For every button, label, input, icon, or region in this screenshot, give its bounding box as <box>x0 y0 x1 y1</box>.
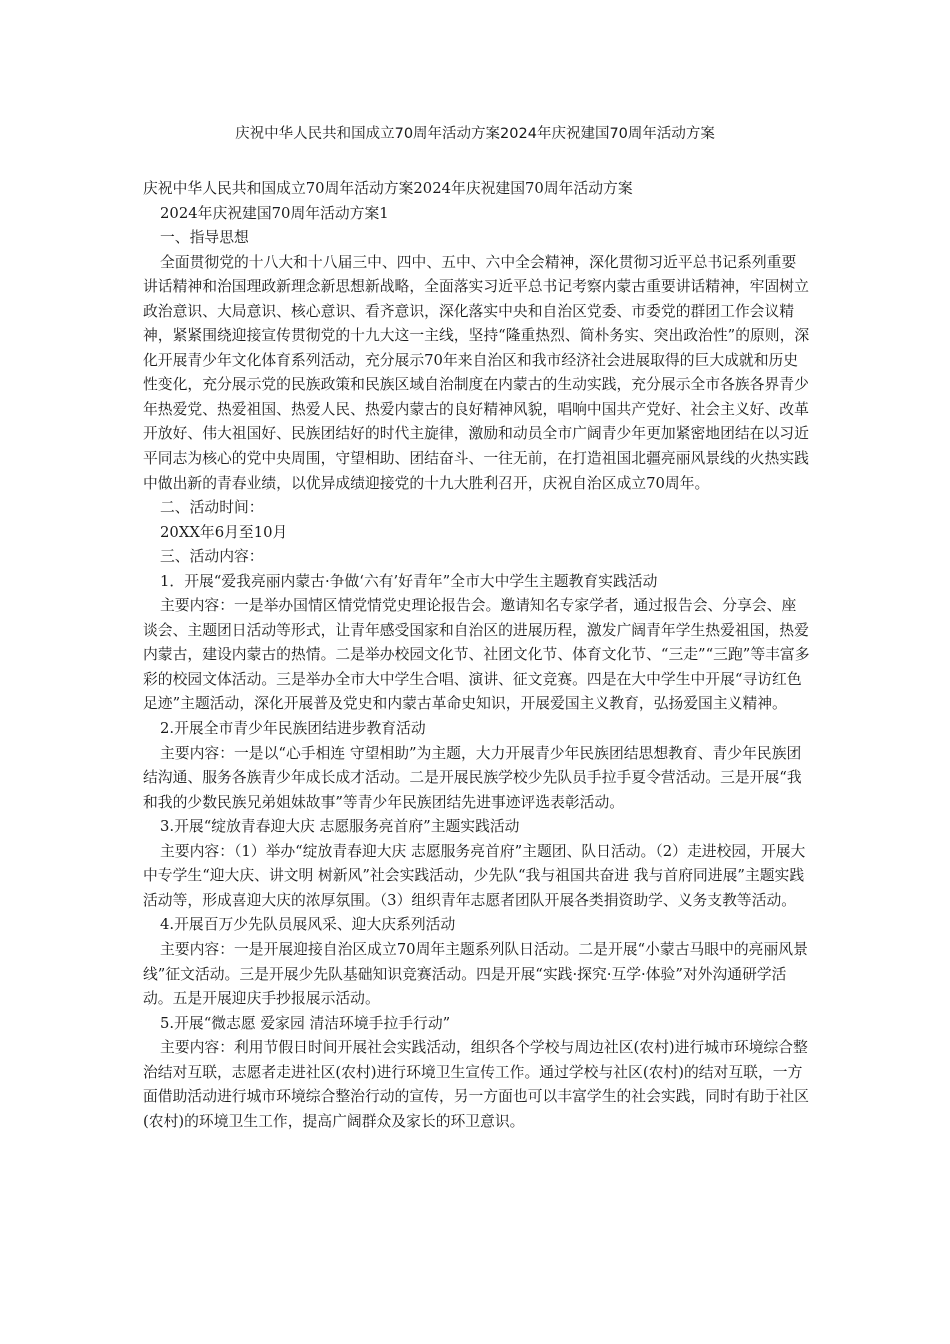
document-title: 庆祝中华人民共和国成立70周年活动方案2024年庆祝建国70周年活动方案 <box>235 126 715 142</box>
subtitle-line: 庆祝中华人民共和国成立70周年活动方案2024年庆祝建国70周年活动方案 <box>143 180 633 197</box>
activity-2-heading: 2.开展全市青少年民族团结进步教育活动 <box>160 720 426 738</box>
section-heading-guiding-thought: 一、指导思想 <box>160 229 249 247</box>
activity-1-paragraph: 主要内容：一是举办国情区情党情党史理论报告会。邀请知名专家学者，通过报告会、分享会、座谈会、主题团日活动等形式，让青年感受国家和自治区的进展历程，激发广阔青年学生热爱祖国，热爱内蒙古，建设内蒙古的热情。二是举办校园文化节、社团文化节、体育文化节、“三走”“三跑”等丰富多彩的校园文体活动。三是举办全市大中学生合唱、演讲、征文竞赛。四是在大中学生中开展“寻访红色足迹”主题活动，深化开展普及党史和内蒙古革命史知识，开展爱国主义教育，弘扬爱国主义精神。 <box>143 597 810 713</box>
activity-time-value: 20XX年6月至10月 <box>160 523 288 541</box>
activity-3-heading: 3.开展“绽放青春迎大庆 志愿服务亮首府”主题实践活动 <box>160 818 520 836</box>
activity-4-heading: 4.开展百万少先队员展风采、迎大庆系列活动 <box>160 916 456 934</box>
activity-5-heading: 5.开展“微志愿 爱家园 清洁环境手拉手行动” <box>160 1014 451 1032</box>
document-body <box>143 177 811 1134</box>
activity-5-paragraph: 主要内容：利用节假日时间开展社会实践活动，组织各个学校与周边社区(农村)进行城市环境综合整治结对互联，志愿者走进社区(农村)进行环境卫生宣传工作。通过学校与社区(农村)的结对互联，一方面借助活动进行城市环境综合整治行动的宣传，另一方面也可以丰富学生的社会实践，同时有助于社区(农村)的环境卫生工作，提高广阔群众及家长的环卫意识。 <box>143 1039 809 1130</box>
activity-2-paragraph: 主要内容：一是以“心手相连 守望相助”为主题，大力开展青少年民族团结思想教育、青少年民族团结沟通、服务各族青少年成长成才活动。二是开展民族学校少先队员手拉手夏令营活动。三是开展“我和我的少数民族兄弟姐妹故事”等青少年民族团结先进事迹评选表彰活动。 <box>143 744 802 811</box>
activity-3-paragraph: 主要内容：（1）举办“绽放青春迎大庆 志愿服务亮首府”主题团、队日活动。（2）走进校园，开展大中专学生“迎大庆、讲文明 树新风”社会实践活动，少先队“我与祖国共奋进 我与首府同进展”主题实践活动等，形成喜迎大庆的浓厚氛围。（3）组织青年志愿者团队开展各类捐资助学、义务支教等活动。 <box>143 842 806 909</box>
activity-4-paragraph: 主要内容：一是开展迎接自治区成立70周年主题系列队日活动。二是开展“小蒙古马眼中的亮丽风景线”征文活动。三是开展少先队基础知识竞赛活动。四是开展“实践·探究·互学·体验”对外沟通研学活动。五是开展迎庆手抄报展示活动。 <box>143 940 808 1008</box>
section-heading-activity-content: 三、活动内容： <box>160 548 264 566</box>
plan-heading: 2024年庆祝建国70周年活动方案1 <box>160 204 389 222</box>
activity-1-heading: 1．开展“爱我亮丽内蒙古·争做‘六有’好青年”全市大中学生主题教育实践活动 <box>160 572 658 590</box>
guiding-thought-paragraph: 全面贯彻党的十八大和十八届三中、四中、五中、六中全会精神，深化贯彻习近平总书记系列重要讲话精神和治国理政新理念新思想新战略，全面落实习近平总书记考察内蒙古重要讲话精神，牢固树立政治意识、大局意识、核心意识、看齐意识，深化落实中央和自治区党委、市委党的群团工作会议精神，紧紧围绕迎接宣传贯彻党的十九大这一主线，坚持“隆重热烈、简朴务实、突出政治性”的原则，深化开展青少年文化体育系列活动，充分展示70年来自治区和我市经济社会进展取得的巨大成就和历史性变化，充分展示党的民族政策和民族区域自治制度在内蒙古的生动实践，充分展示全市各族各界青少年热爱党、热爱祖国、热爱人民、热爱内蒙古的良好精神风貌，唱响中国共产党好、社会主义好、改革开放好、伟大祖国好、民族团结好的时代主旋律，激励和动员全市广阔青少年更加紧密地团结在以习近平同志为核心的党中央周围，守望相助、团结奋斗、一往无前，在打造祖国北疆亮丽风景线的火热实践中做出新的青春业绩，以优异成绩迎接党的十九大胜利召开，庆祝自治区成立70周年。 <box>143 253 810 492</box>
section-heading-activity-time: 二、活动时间： <box>160 499 264 517</box>
